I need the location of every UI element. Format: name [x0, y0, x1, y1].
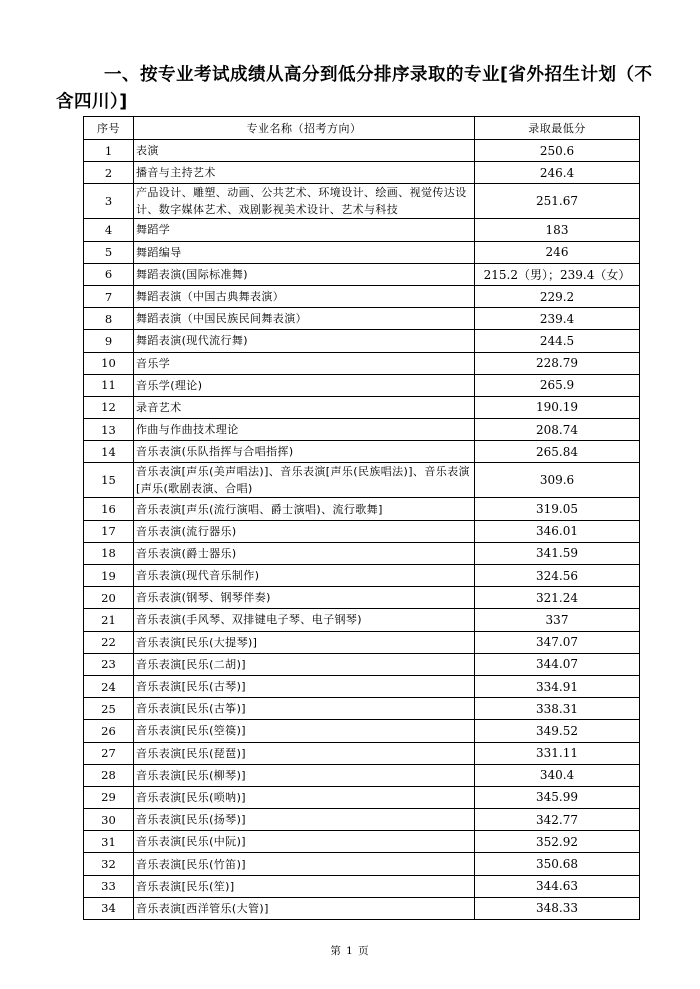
row-min-score: 183: [475, 219, 640, 241]
row-number: 24: [84, 675, 134, 697]
row-major-name: 舞蹈表演(现代流行舞): [134, 330, 475, 352]
table-row: [84, 520, 640, 542]
row-min-score: 324.56: [475, 565, 640, 587]
table-row: [84, 498, 640, 520]
row-min-score: 341.59: [475, 542, 640, 564]
row-number: 23: [84, 653, 134, 675]
table-row: [84, 419, 640, 441]
table-row: [84, 352, 640, 374]
table-row: [84, 219, 640, 241]
row-major-name: 音乐表演[西洋管乐(大管)]: [134, 897, 475, 919]
table-row: [84, 241, 640, 263]
table-row: [84, 308, 640, 330]
row-min-score: 246: [475, 241, 640, 263]
row-number: 3: [84, 184, 134, 219]
table-row: [84, 897, 640, 919]
header-major-name: 专业名称（招考方向）: [134, 117, 475, 140]
row-major-name: 作曲与作曲技术理论: [134, 419, 475, 441]
row-major-name: 音乐表演(流行器乐): [134, 520, 475, 542]
row-min-score: 246.4: [475, 162, 640, 184]
row-number: 15: [84, 463, 134, 498]
row-number: 33: [84, 875, 134, 897]
row-min-score: 239.4: [475, 308, 640, 330]
row-number: 8: [84, 308, 134, 330]
row-major-name: 录音艺术: [134, 396, 475, 418]
row-major-name: 舞蹈表演（中国民族民间舞表演）: [134, 308, 475, 330]
row-min-score: 344.07: [475, 653, 640, 675]
row-min-score: 251.67: [475, 184, 640, 219]
row-major-name: 音乐表演(现代音乐制作): [134, 565, 475, 587]
row-number: 4: [84, 219, 134, 241]
table-row: [84, 330, 640, 352]
row-min-score: 321.24: [475, 587, 640, 609]
row-number: 27: [84, 742, 134, 764]
row-number: 21: [84, 609, 134, 631]
row-major-name: 产品设计、雕塑、动画、公共艺术、环境设计、绘画、视觉传达设计、数字媒体艺术、戏剧影视美术设计、艺术与科技: [134, 184, 475, 219]
row-min-score: 250.6: [475, 140, 640, 162]
row-min-score: 342.77: [475, 809, 640, 831]
row-min-score: 346.01: [475, 520, 640, 542]
row-major-name: 舞蹈编导: [134, 241, 475, 263]
row-number: 14: [84, 441, 134, 463]
table-row: [84, 184, 640, 219]
table-row: [84, 631, 640, 653]
table-row: [84, 698, 640, 720]
row-min-score: 352.92: [475, 831, 640, 853]
row-min-score: 215.2（男）；239.4（女）: [475, 263, 640, 285]
table-row: [84, 742, 640, 764]
table-row: [84, 140, 640, 162]
table-row: [84, 285, 640, 307]
table-row: [84, 587, 640, 609]
row-number: 9: [84, 330, 134, 352]
row-number: 30: [84, 809, 134, 831]
row-min-score: 337: [475, 609, 640, 631]
row-major-name: 音乐表演[民乐(琵琶)]: [134, 742, 475, 764]
row-min-score: 348.33: [475, 897, 640, 919]
row-min-score: 338.31: [475, 698, 640, 720]
row-min-score: 319.05: [475, 498, 640, 520]
page-footer: 第 1 页: [330, 945, 370, 957]
row-number: 11: [84, 374, 134, 396]
header-min-score: 录取最低分: [475, 117, 640, 140]
table-row: [84, 263, 640, 285]
table-row: [84, 786, 640, 808]
row-major-name: 音乐表演(爵士器乐): [134, 542, 475, 564]
row-major-name: 表演: [134, 140, 475, 162]
row-number: 32: [84, 853, 134, 875]
row-min-score: 340.4: [475, 764, 640, 786]
row-min-score: 244.5: [475, 330, 640, 352]
table-row: [84, 609, 640, 631]
table-row: [84, 809, 640, 831]
row-major-name: 舞蹈学: [134, 219, 475, 241]
row-min-score: 345.99: [475, 786, 640, 808]
row-number: 19: [84, 565, 134, 587]
row-min-score: 349.52: [475, 720, 640, 742]
row-major-name: 音乐学: [134, 352, 475, 374]
row-major-name: 音乐表演[民乐(笙)]: [134, 875, 475, 897]
row-number: 28: [84, 764, 134, 786]
row-number: 22: [84, 631, 134, 653]
table-row: [84, 720, 640, 742]
row-min-score: 334.91: [475, 675, 640, 697]
table-row: [84, 396, 640, 418]
table-row: [84, 675, 640, 697]
row-major-name: 音乐表演(乐队指挥与合唱指挥): [134, 441, 475, 463]
header-number: 序号: [84, 117, 134, 140]
row-major-name: 音乐表演[民乐(柳琴)]: [134, 764, 475, 786]
row-number: 1: [84, 140, 134, 162]
row-min-score: 347.07: [475, 631, 640, 653]
row-major-name: 音乐表演(钢琴、钢琴伴奏): [134, 587, 475, 609]
row-number: 7: [84, 285, 134, 307]
row-number: 12: [84, 396, 134, 418]
row-number: 31: [84, 831, 134, 853]
row-major-name: 音乐表演[民乐(中阮)]: [134, 831, 475, 853]
row-number: 13: [84, 419, 134, 441]
table-row: [84, 162, 640, 184]
row-number: 34: [84, 897, 134, 919]
row-major-name: 播音与主持艺术: [134, 162, 475, 184]
row-number: 26: [84, 720, 134, 742]
row-number: 5: [84, 241, 134, 263]
row-number: 6: [84, 263, 134, 285]
table-row: [84, 441, 640, 463]
row-number: 2: [84, 162, 134, 184]
row-number: 17: [84, 520, 134, 542]
row-major-name: 音乐表演[声乐(流行演唱、爵士演唱)、流行歌舞]: [134, 498, 475, 520]
table-header-row: [84, 117, 640, 140]
row-min-score: 331.11: [475, 742, 640, 764]
row-min-score: 309.6: [475, 463, 640, 498]
row-major-name: 音乐表演[民乐(竹笛)]: [134, 853, 475, 875]
table-row: [84, 831, 640, 853]
table-row: [84, 875, 640, 897]
row-min-score: 344.63: [475, 875, 640, 897]
row-min-score: 229.2: [475, 285, 640, 307]
row-min-score: 208.74: [475, 419, 640, 441]
row-major-name: 音乐表演[民乐(古筝)]: [134, 698, 475, 720]
row-major-name: 音乐表演(手风琴、双排键电子琴、电子钢琴): [134, 609, 475, 631]
row-major-name: 音乐表演[声乐(美声唱法)]、音乐表演[声乐(民族唱法)]、音乐表演[声乐(歌剧表演、合唱): [134, 463, 475, 498]
row-major-name: 音乐表演[民乐(唢呐)]: [134, 786, 475, 808]
row-major-name: 音乐表演[民乐(箜篌)]: [134, 720, 475, 742]
row-major-name: 音乐表演[民乐(大提琴)]: [134, 631, 475, 653]
row-min-score: 265.84: [475, 441, 640, 463]
table-row: [84, 463, 640, 498]
row-major-name: 舞蹈表演(国际标准舞): [134, 263, 475, 285]
table-row: [84, 374, 640, 396]
page-title: 一、按专业考试成绩从高分到低分排序录取的专业[省外招生计划（不含四川）]: [56, 65, 653, 112]
row-number: 16: [84, 498, 134, 520]
table-row: [84, 853, 640, 875]
row-min-score: 265.9: [475, 374, 640, 396]
table-row: [84, 653, 640, 675]
row-number: 25: [84, 698, 134, 720]
row-number: 29: [84, 786, 134, 808]
row-min-score: 350.68: [475, 853, 640, 875]
table-row: [84, 764, 640, 786]
row-number: 10: [84, 352, 134, 374]
admission-table: [83, 116, 640, 920]
row-min-score: 228.79: [475, 352, 640, 374]
row-number: 18: [84, 542, 134, 564]
row-major-name: 音乐表演[民乐(古琴)]: [134, 675, 475, 697]
row-number: 20: [84, 587, 134, 609]
row-major-name: 舞蹈表演（中国古典舞表演）: [134, 285, 475, 307]
row-major-name: 音乐表演[民乐(二胡)]: [134, 653, 475, 675]
row-major-name: 音乐学(理论): [134, 374, 475, 396]
row-min-score: 190.19: [475, 396, 640, 418]
row-major-name: 音乐表演[民乐(扬琴)]: [134, 809, 475, 831]
table-row: [84, 542, 640, 564]
table-row: [84, 565, 640, 587]
